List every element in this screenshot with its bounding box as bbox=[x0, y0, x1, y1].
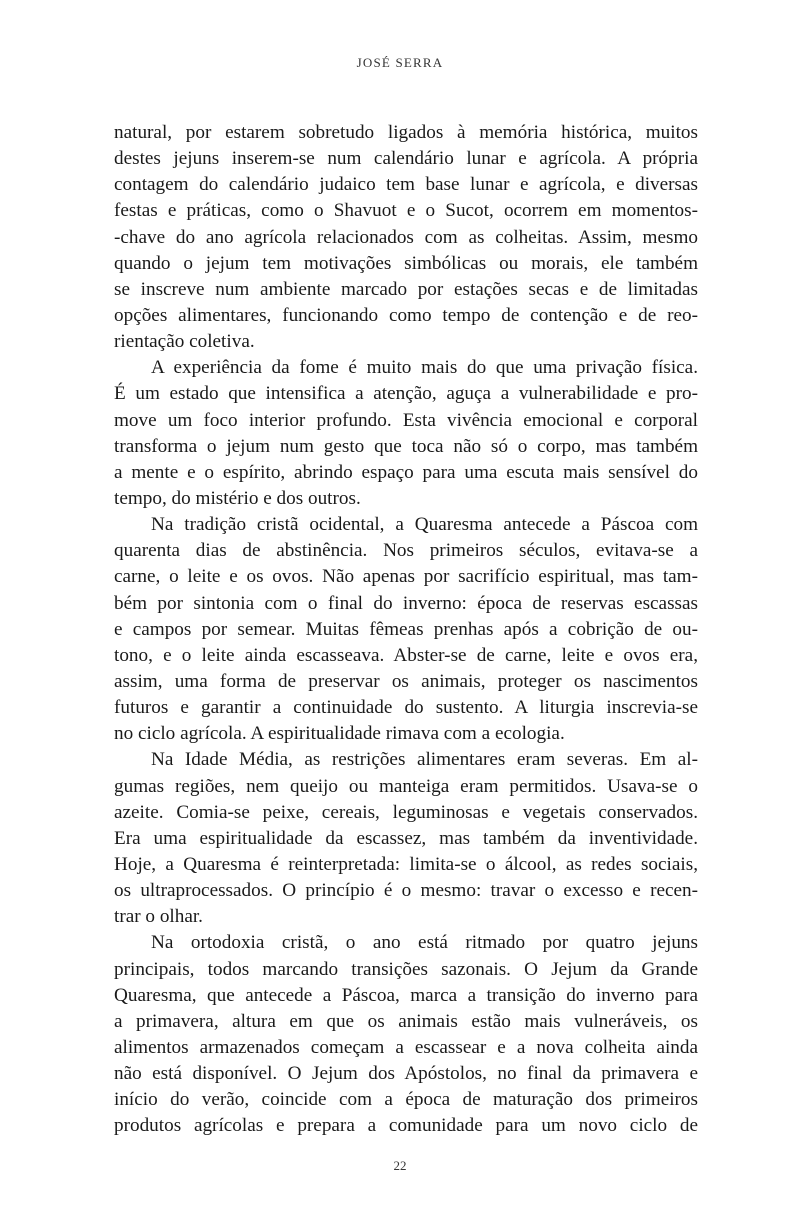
text-line: Na ortodoxia cristã, o ano está ritmado por quatro jejuns bbox=[151, 932, 698, 954]
text-line: assim, uma forma de preservar os animais, proteger os nascimentos bbox=[114, 670, 698, 692]
text-line: opções alimentares, funcionando como tempo de contenção e de reo- bbox=[114, 304, 698, 326]
paragraph bbox=[114, 930, 698, 1139]
text-line: Era uma espiritualidade da escassez, mas também da inventividade. bbox=[114, 827, 698, 849]
text-line: e campos por semear. Muitas fêmeas prenhas após a cobrição de ou- bbox=[114, 618, 698, 640]
text-line: os ultraprocessados. O princípio é o mesmo: travar o excesso e recen- bbox=[114, 880, 698, 902]
text-line: transforma o jejum num gesto que toca não só o corpo, mas também bbox=[114, 435, 698, 457]
paragraph bbox=[114, 120, 698, 355]
running-head: JOSÉ SERRA bbox=[356, 55, 444, 70]
text-line: natural, por estarem sobretudo ligados à memória histórica, muitos bbox=[114, 122, 698, 143]
text-line: Na Idade Média, as restrições alimentares eram severas. Em al- bbox=[151, 749, 698, 771]
text-line: gumas regiões, nem queijo ou manteiga eram permitidos. Usava-se o bbox=[114, 775, 698, 797]
text-line: A experiência da fome é muito mais do que uma privação física. bbox=[151, 357, 698, 379]
text-line: festas e práticas, como o Shavuot e o Sucot, ocorrem em momentos- bbox=[114, 200, 698, 222]
text-line: quarenta dias de abstinência. Nos primeiros séculos, evitava-se a bbox=[114, 540, 698, 562]
text-line: trar o olhar. bbox=[114, 906, 203, 928]
body-text bbox=[114, 120, 698, 1139]
text-line: rientação coletiva. bbox=[114, 331, 255, 353]
text-line: É um estado que intensifica a atenção, aguça a vulnerabilidade e pro- bbox=[114, 383, 698, 405]
text-line: a primavera, altura em que os animais estão mais vulneráveis, os bbox=[114, 1010, 698, 1032]
text-line: contagem do calendário judaico tem base lunar e agrícola, e diversas bbox=[114, 174, 698, 196]
text-line: alimentos armazenados começam a escassear e a nova colheita ainda bbox=[114, 1036, 698, 1058]
text-line: Na tradição cristã ocidental, a Quaresma antecede a Páscoa com bbox=[151, 514, 698, 536]
text-line: destes jejuns inserem-se num calendário lunar e agrícola. A própria bbox=[114, 148, 698, 170]
text-line: carne, o leite e os ovos. Não apenas por sacrifício espiritual, mas tam- bbox=[114, 566, 698, 588]
text-line: produtos agrícolas e prepara a comunidade para um novo ciclo de bbox=[114, 1115, 698, 1137]
text-line: se inscreve num ambiente marcado por estações secas e de limitadas bbox=[114, 278, 698, 300]
text-line: futuros e garantir a continuidade do sustento. A liturgia inscrevia-se bbox=[114, 697, 698, 719]
paragraph bbox=[114, 512, 698, 747]
text-line: tono, e o leite ainda escasseava. Abster-se de carne, leite e ovos era, bbox=[114, 644, 698, 666]
paragraph bbox=[114, 747, 698, 930]
paragraph bbox=[114, 355, 698, 512]
text-line: bém por sintonia com o final do inverno: época de reservas escassas bbox=[114, 592, 698, 614]
text-line: tempo, do mistério e dos outros. bbox=[114, 487, 361, 509]
text-line: início do verão, coincide com a época de maturação dos primeiros bbox=[114, 1089, 698, 1111]
text-line: a mente e o espírito, abrindo espaço para uma escuta mais sensível do bbox=[114, 461, 698, 483]
text-line: principais, todos marcando transições sazonais. O Jejum da Grande bbox=[114, 958, 698, 980]
text-line: no ciclo agrícola. A espiritualidade rimava com a ecologia. bbox=[114, 723, 565, 745]
page-number: 22 bbox=[393, 1158, 407, 1173]
text-line: não está disponível. O Jejum dos Apóstolos, no final da primavera e bbox=[114, 1063, 698, 1085]
text-line: Hoje, a Quaresma é reinterpretada: limita-se o álcool, as redes sociais, bbox=[114, 853, 698, 875]
text-line: move um foco interior profundo. Esta vivência emocional e corporal bbox=[114, 409, 698, 431]
text-line: Quaresma, que antecede a Páscoa, marca a transição do inverno para bbox=[114, 984, 698, 1006]
text-line: quando o jejum tem motivações simbólicas ou morais, ele também bbox=[114, 252, 698, 274]
text-line: -chave do ano agrícola relacionados com as colheitas. Assim, mesmo bbox=[114, 226, 698, 248]
text-line: azeite. Comia-se peixe, cereais, leguminosas e vegetais conservados. bbox=[114, 801, 698, 823]
